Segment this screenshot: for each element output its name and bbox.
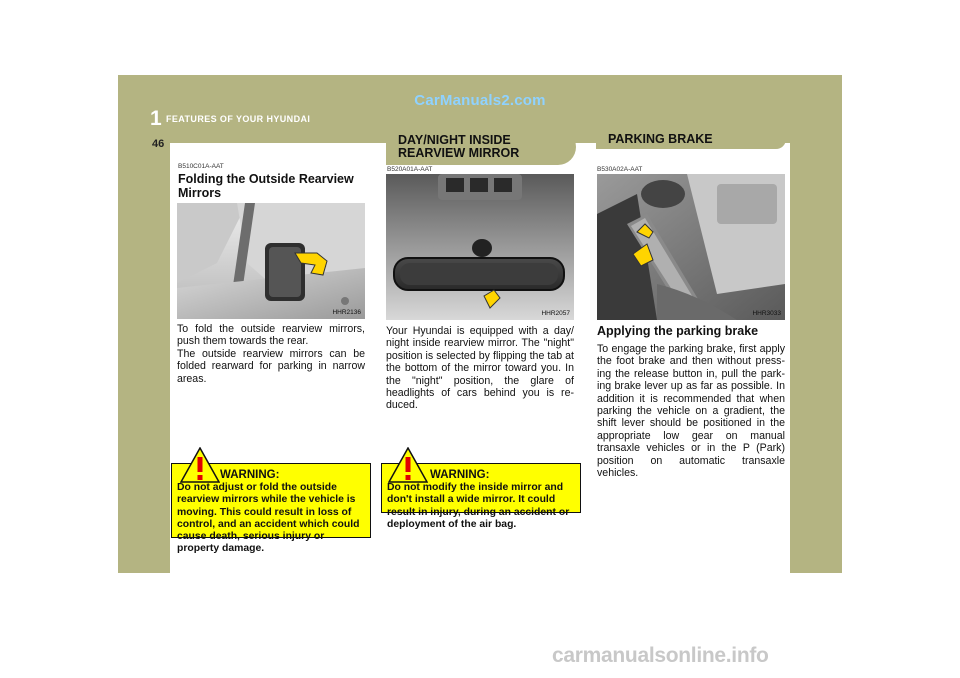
left-margin-band [118, 143, 170, 573]
warning-text: Do not adjust or fold the outside rearview mirrors while the vehicle is moving. This could result in loss of control, and an accident which could cause death, serious injury or property damage. [177, 482, 360, 555]
section-header-parking-brake [596, 129, 786, 149]
section-header-day-night [386, 129, 576, 165]
parking-brake-photo [597, 174, 785, 320]
site-logo-link[interactable]: CarManuals2.com [414, 92, 546, 109]
right-margin-band [790, 143, 842, 573]
section-code: B510C01A-AAT [178, 163, 224, 170]
page-number: 46 [152, 138, 165, 150]
warning-triangle-icon [180, 447, 220, 483]
chapter-number: 1 [150, 107, 162, 130]
bottom-watermark-link[interactable]: carmanualsonline.info [552, 644, 769, 667]
section-code: B530A02A-AAT [597, 166, 643, 173]
body-text: To engage the parking brake, first apply the foot brake and then without press- ing the release button in, pull the park- ing brake lever up as far as possible. In addition it is recommended that when parking the vehicle on a gradient, the shift lever should be positioned in the appropriate low gear on manual transaxle vehicles or in the P (Park) position on automatic transaxle vehicles. [597, 343, 785, 480]
section-title: PARKING BRAKE [608, 132, 713, 146]
inside-mirror-photo [386, 174, 574, 320]
warning-text: Do not modify the inside mirror and don't install a wide mirror. It could result in injury, during an accident or deployment of the air bag. [387, 482, 570, 530]
image-code: HHR2057 [541, 310, 570, 317]
section-title: DAY/NIGHT INSIDE REARVIEW MIRROR [398, 133, 520, 160]
warning-title: WARNING: [220, 469, 280, 481]
section-heading: Folding the Outside Rearview Mirrors [178, 172, 354, 200]
body-text: Your Hyundai is equipped with a day/ night inside rearview mirror. The "night" position is selected by flipping the tab at the bottom of the mirror toward you. In the "night" position, the glare of headlights of cars behind you is re- duced. [386, 325, 574, 412]
section-heading: Applying the parking brake [597, 324, 759, 338]
body-text: To fold the outside rearview mirrors, push them towards the rear. The outside rearview mirrors can be folded rearward for parking in narrow areas. [177, 323, 365, 385]
section-code: B520A01A-AAT [387, 166, 433, 173]
image-code: HHR3033 [752, 310, 781, 317]
warning-triangle-icon [388, 447, 428, 483]
warning-title: WARNING: [430, 469, 490, 481]
outside-mirror-photo [177, 203, 365, 319]
image-code: HHR2136 [332, 309, 361, 316]
chapter-title: FEATURES OF YOUR HYUNDAI [166, 114, 311, 124]
